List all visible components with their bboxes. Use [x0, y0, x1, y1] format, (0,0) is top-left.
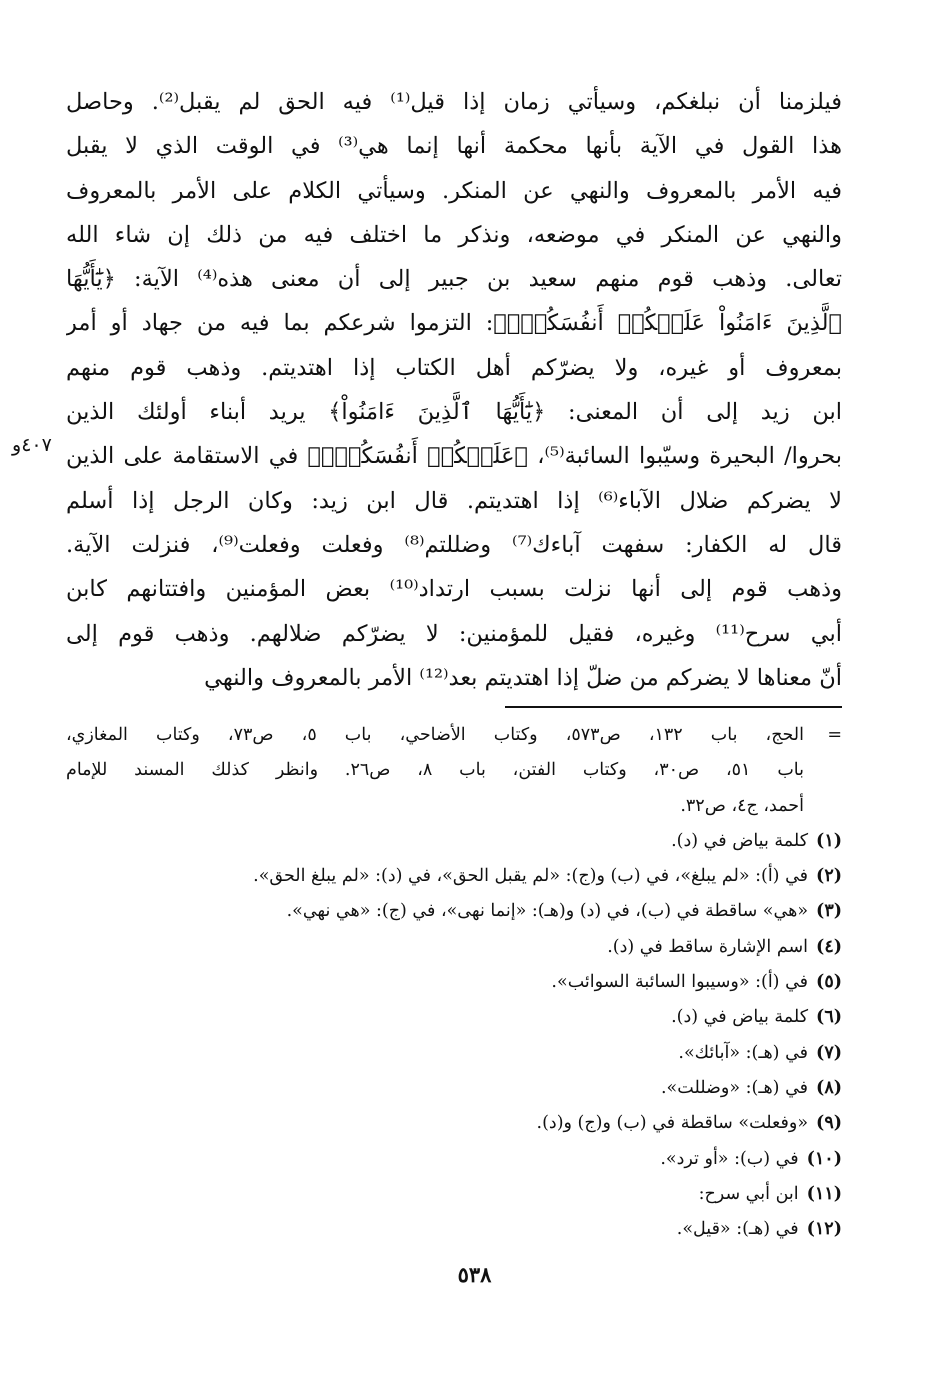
footnote-number: (١) — [816, 830, 842, 851]
footnote-text: في (أ): «وسيبوا السائبة السوائب». — [551, 972, 809, 993]
main-text-block — [66, 80, 842, 700]
footnote-text: كلمة بياض في (د). — [671, 830, 809, 851]
text-line: بمعروف أو غيره، ولا يضرّكم أهل الكتاب إذا اهتديتم. وذهب قوم منهم — [66, 354, 842, 381]
footnote-number: (٨) — [816, 1077, 842, 1098]
text-line: قال له الكفار: سفهت آباءك⁽⁷⁾ وضللتم⁽⁸⁾ وفعلت وفعلت⁽⁹⁾، فنزلت الآية. — [66, 531, 842, 558]
footnote-item — [66, 1071, 842, 1106]
footnote-continuation-line: باب ٥١، ص٣٠، وكتاب الفتن، باب ٨، ص٢٦. وانظر كذلك المسند للإمام — [66, 760, 804, 781]
footnote-separator — [505, 706, 842, 708]
footnote-text: كلمة بياض في (د). — [671, 1007, 809, 1028]
footnote-item — [66, 824, 842, 859]
footnote-continuation-line — [66, 718, 842, 753]
text-line: وذهب قوم إلى أنها نزلت بسبب ارتداد⁽¹⁰⁾ بعض المؤمنين وافتتانهم كابن — [66, 576, 842, 603]
footnote-item — [66, 1036, 842, 1071]
footnote-text: «هي» ساقطة في (ب)، في (د) و(هـ): «إنما نهى»، في (ج): «هي نهي». — [286, 901, 809, 922]
footnote-text: «وفعلت» ساقطة في (ب) و(ج) و(د). — [536, 1113, 809, 1134]
footnote-item — [66, 930, 842, 965]
footnote-text: اسم الإشارة ساقط في (د). — [607, 936, 809, 957]
footnote-text: في (ب): «أو ترد». — [660, 1148, 799, 1169]
text-line: والنهي عن المنكر في موضعه، ونذكر ما اختلف فيه من ذلك إن شاء الله — [66, 221, 842, 248]
text-line: ابن زيد إلى أن المعنى: ﴿يَٰٓأَيُّهَا ٱلَّذِينَ ءَامَنُواْ﴾ يريد أبناء أولئك الذين — [66, 399, 842, 426]
text-line: أنّ معناها لا يضركم من ضلّ إذا اهتديتم بعد⁽¹²⁾ الأمر بالمعروف والنهي — [204, 664, 842, 691]
footnote-continuation-line: أحمد، ج٤، ص٣٢. — [680, 795, 804, 816]
footnote-item — [66, 859, 842, 894]
footnote-text: ابن أبي سرح: — [698, 1183, 799, 1204]
footnote-number: (٧) — [816, 1042, 842, 1063]
footnote-item — [66, 1177, 842, 1212]
footnote-number: (٩) — [816, 1113, 842, 1134]
text-line: تعالى. وذهب قوم منهم سعيد بن جبير إلى أن معنى هذه⁽⁴⁾ الآية: ﴿يَٰٓأَيُّهَا — [66, 266, 842, 293]
text-line: فيلزمنا أن نبلغكم، وسيأتي زمان إذا قيل⁽¹⁾ فيه الحق لم يقبل⁽²⁾. وحاصل — [66, 89, 842, 115]
footnote-text: في (هـ): «وضللت». — [660, 1077, 809, 1098]
footnote-item — [66, 965, 842, 1000]
continuation-mark: = — [827, 725, 842, 745]
footnote-item — [66, 1142, 842, 1177]
footnote-text: في (هـ): «آبائك». — [678, 1042, 809, 1063]
footnote-continuation-text: الحج، باب ١٣٢، ص٥٧٣، وكتاب الأضاحي، باب ٥، ص٧٣، وكتاب المغازي، — [66, 725, 804, 745]
footnote-text: في (هـ): «قيل». — [676, 1219, 799, 1240]
footnote-continuation-rest — [66, 753, 842, 824]
page-number: ٥٣٨ — [457, 1262, 492, 1287]
footnote-number: (٥) — [816, 972, 842, 993]
footnote-number: (١٢) — [806, 1219, 842, 1240]
text-line: أبي سرح⁽¹¹⁾ وغيره، فقيل للمؤمنين: لا يضرّكم ضلالهم. وذهب قوم إلى — [66, 620, 842, 647]
text-line: هذا القول في الآية بأنها محكمة أنها إنما هي⁽³⁾ في الوقت الذي لا يقبل — [66, 133, 842, 160]
footnote-number: (٤) — [816, 936, 842, 957]
footnote-item — [66, 1106, 842, 1141]
footnote-number: (٣) — [816, 901, 842, 922]
text-line: بحروا/ البحيرة وسيّبوا السائبة⁽⁵⁾، ﴿عَلَيۡكُمۡ أَنفُسَكُمۡۖ﴾ في الاستقامة على الذين — [66, 443, 842, 470]
footnote-item — [66, 1000, 842, 1035]
footnote-item — [66, 894, 842, 929]
footnote-item — [66, 1212, 842, 1247]
footnotes-block — [66, 718, 842, 1247]
footnote-number: (٢) — [816, 866, 842, 887]
text-line: لا يضركم ضلال الآباء⁽⁶⁾ إذا اهتديتم. قال ابن زيد: وكان الرجل إذا أسلم — [66, 487, 842, 514]
footnote-text: في (أ): «لم يبلغ»، في (ب) و(ج): «لم يقبل الحق»، في (د): «لم يبلغ الحق». — [253, 866, 809, 887]
footnote-number: (٦) — [816, 1007, 842, 1028]
footnote-number: (١٠) — [806, 1148, 842, 1169]
manuscript-folio-note: ٤٠٧و — [12, 434, 52, 456]
text-line: ٱلَّذِينَ ءَامَنُواْ عَلَيۡكُمۡ أَنفُسَكُمۡۖ﴾: التزموا شرعكم بما فيه من جهاد أو أمر — [66, 310, 842, 337]
footnote-number: (١١) — [806, 1183, 842, 1204]
text-line: فيه الأمر بالمعروف والنهي عن المنكر. وسيأتي الكلام على الأمر بالمعروف — [66, 177, 842, 204]
